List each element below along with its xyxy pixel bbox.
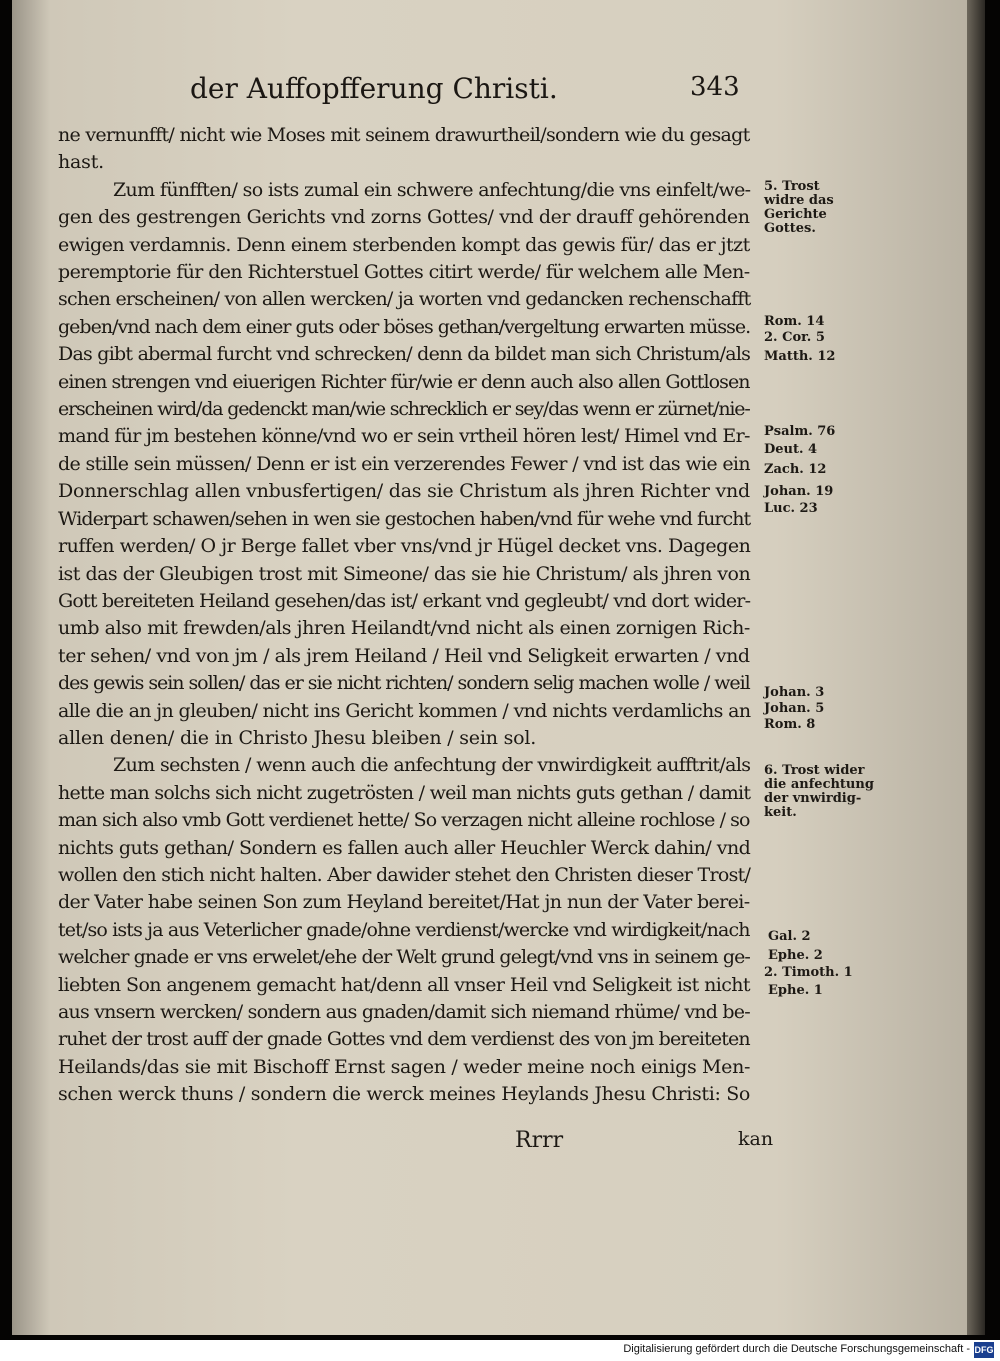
- text-line: tet/so ists ja aus Veterlicher gnade/ohne verdienst/wercke vnd wirdigkeit/nach: [58, 918, 750, 941]
- running-title: der Auffopfferung Christi.: [190, 72, 558, 105]
- text-line: Zum sechsten / wenn auch die anfechtung der vnwirdigkeit aufftrit/als: [113, 754, 751, 777]
- text-line: de stille sein müssen/ Denn er ist ein verzerendes Fewer / vnd ist das wie ein: [58, 452, 750, 475]
- marginal-note: 6. Trost wider die anfechtung der vnwirdig-keit.: [764, 763, 874, 820]
- text-line: ewigen verdamnis. Denn einem sterbenden kompt das gewis für/ das er jtzt: [58, 233, 750, 256]
- text-line: des gewis sein sollen/ das er sie nicht richten/ sondern selig machen wolle / weil: [58, 672, 750, 695]
- text-line: hette man solchs sich nicht zugetrösten / weil man nichts guts gethan / damit: [58, 781, 751, 804]
- text-line: peremptorie für den Richterstuel Gottes citirt werde/ für welchem alle Men-: [58, 261, 750, 284]
- marginal-note: Johan. 5: [764, 701, 825, 716]
- text-line: liebten Son angenem gemacht hat/denn all vnser Heil vnd Seligkeit ist nicht: [58, 973, 750, 996]
- marginal-note: Psalm. 76: [764, 424, 836, 439]
- text-line: ruhet der trost auff der gnade Gottes vnd dem verdienst des von jm bereiteten: [58, 1028, 750, 1051]
- marginal-note: Luc. 23: [764, 501, 818, 516]
- marginal-note: Ephe. 2: [768, 948, 823, 963]
- text-line: einen strengen vnd eiuerigen Richter für/wie er denn auch also allen Gottlosen: [58, 370, 750, 393]
- text-line: Gott bereiteten Heiland gesehen/das ist/ erkant vnd gegleubt/ vnd dort wider-: [58, 589, 751, 612]
- marginal-note: 2. Timoth. 1: [764, 965, 853, 980]
- footer-bar: [0, 1340, 1000, 1361]
- text-line: der Vater habe seinen Son zum Heyland bereitet/Hat jn nun der Vater berei-: [58, 891, 750, 914]
- text-line: schen werck thuns / sondern die werck meines Heylands Jhesu Christi: So: [58, 1083, 750, 1106]
- marginal-note: 2. Cor. 5: [764, 330, 825, 345]
- text-line: man sich also vmb Gott verdienet hette/ So verzagen nicht alleine rochlose / so: [58, 809, 750, 832]
- signature-mark: Rrrr: [515, 1128, 564, 1153]
- text-line: gen des gestrengen Gerichts vnd zorns Gottes/ vnd der drauff gehörenden: [58, 206, 750, 229]
- marginal-note: Johan. 19: [764, 484, 834, 499]
- text-line: ist das der Gleubigen trost mit Simeone/ das sie hie Christum/ als jhren von: [58, 562, 751, 585]
- marginal-note: Rom. 14: [764, 314, 825, 329]
- text-line: Widerpart schawen/sehen in wen sie gestochen haben/vnd für wehe vnd furcht: [58, 507, 751, 530]
- text-line: Heilands/das sie mit Bischoff Ernst sagen / weder meine noch einigs Men-: [58, 1055, 751, 1078]
- funding-credit: Digitalisierung gefördert durch die Deutsche Forschungsgemeinschaft -: [623, 1343, 970, 1355]
- marginal-note: 5. Trost widre das Gerichte Gottes.: [764, 179, 834, 236]
- text-line: aus vnsern wercken/ sondern aus gnaden/damit sich niemand rhüme/ vnd be-: [58, 1001, 750, 1023]
- text-line: alle die an jn gleuben/ nicht ins Gericht kommen / vnd nichts verdamlichs an: [58, 699, 751, 722]
- page-number: 343: [690, 72, 740, 102]
- text-line: ruffen werden/ O jr Berge fallet vber vns/vnd jr Hügel decket vns. Dagegen: [58, 535, 751, 558]
- text-line: mand für jm bestehen könne/vnd wo er sein vrtheil hören lest/ Himel vnd Er-: [58, 425, 750, 448]
- text-line: schen erscheinen/ von allen wercken/ ja worten vnd gedancken rechenschafft: [58, 288, 751, 311]
- page-edge: [967, 0, 985, 1335]
- text-line: Zum fünfften/ so ists zumal ein schwere anfechtung/die vns einfelt/we-: [113, 178, 751, 201]
- marginal-note: Deut. 4: [764, 442, 818, 457]
- text-line: allen denen/ die in Christo Jhesu bleiben / sein sol.: [58, 726, 537, 749]
- text-line: hast.: [58, 151, 104, 174]
- text-line: Das gibt abermal furcht vnd schrecken/ denn da bildet man sich Christum/als: [58, 343, 751, 366]
- marginal-note: Gal. 2: [768, 929, 811, 944]
- text-line: nichts guts gethan/ Sondern es fallen auch aller Heuchler Werck dahin/ vnd: [58, 836, 751, 859]
- text-line: Donnerschlag allen vnbusfertigen/ das sie Christum als jhren Richter vnd: [58, 480, 750, 503]
- catchword: kan: [738, 1128, 774, 1150]
- text-line: ter sehen/ vnd von jm / als jrem Heiland / Heil vnd Seligkeit erwarten / vnd: [58, 644, 750, 667]
- text-line: geben/vnd nach dem einer guts oder böses gethan/vergeltung erwarten müsse.: [58, 315, 751, 338]
- marginal-note: Johan. 3: [764, 685, 825, 700]
- marginal-note: Matth. 12: [764, 349, 836, 364]
- text-line: erscheinen wird/da gedenckt man/wie schrecklich er sey/das wenn er zürnet/nie-: [58, 398, 750, 421]
- marginal-note: Rom. 8: [764, 717, 816, 732]
- marginal-note: Zach. 12: [764, 462, 827, 477]
- body-text: [58, 122, 750, 1109]
- text-line: ne vernunfft/ nicht wie Moses mit seinem drawurtheil/sondern wie du gesagt: [58, 124, 750, 146]
- text-line: wollen den stich nicht halten. Aber dawider stehet den Christen dieser Trost/: [58, 863, 751, 886]
- marginal-note: Ephe. 1: [768, 983, 823, 998]
- text-line: umb also mit frewden/als jhren Heilandt/vnd nicht als einen zornigen Rich-: [58, 617, 750, 640]
- dfg-logo: DFG: [974, 1342, 994, 1358]
- text-line: welcher gnade er vns erwelet/ehe der Welt grund gelegt/vnd vns in seinem ge-: [58, 946, 750, 969]
